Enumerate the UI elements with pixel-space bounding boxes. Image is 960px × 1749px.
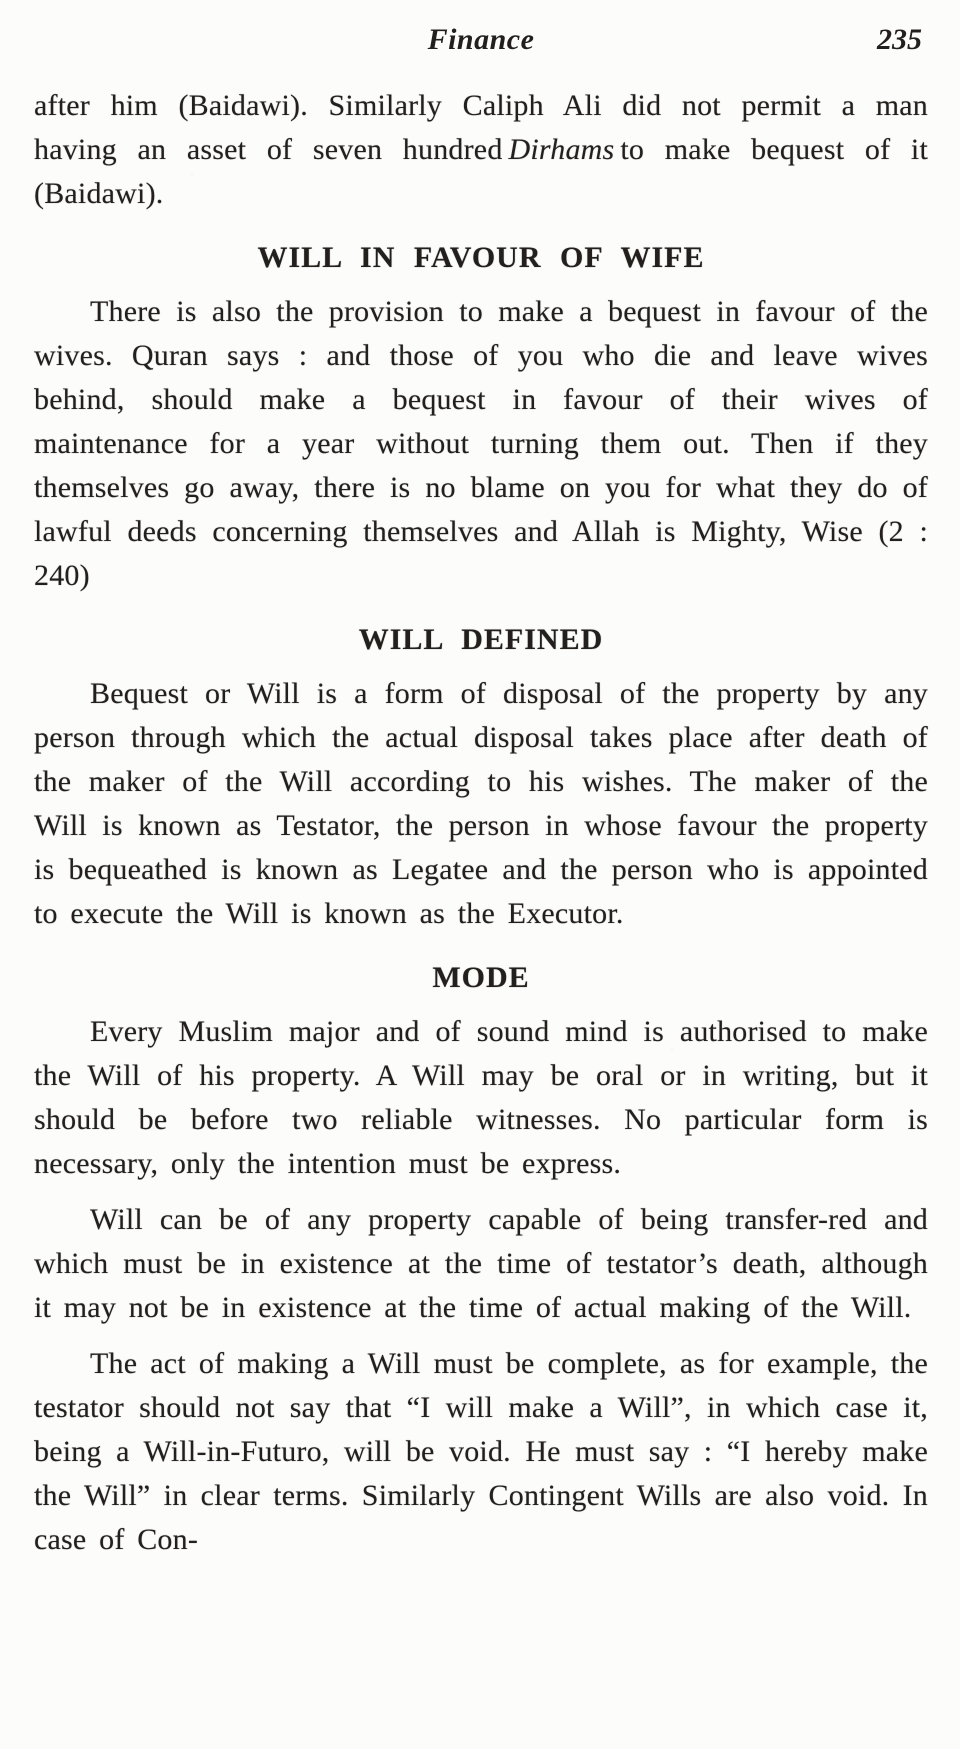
section-heading-will-defined: WILL DEFINED [358, 623, 604, 656]
page-number: 235 [877, 23, 922, 56]
section-will-in-favour-of-wife [34, 236, 928, 598]
section-will-defined [34, 618, 928, 936]
section-heading-mode: MODE [432, 961, 530, 994]
paragraph-mode-act-complete: The act of making a Will must be complete, as for example, the testator should not say that “I will make a Will”, in which case it, being a Will-in-Futuro, will be void. He must say : “I hereby make the Will” in clear terms. Similarly Contingent Wills are also void. In case of Con- [34, 1347, 928, 1556]
section-mode [34, 956, 928, 1562]
page-body [34, 84, 928, 1562]
running-title: Finance [427, 23, 535, 56]
paragraph-will-in-favour-of-wife: There is also the provision to make a bequest in favour of the wives. Quran says : and those of you who die and leave wives behind, should make a bequest in favour of their wives of maintenance for a year without turning them out. Then if they themselves go away, there is no blame on you for what they do of lawful deeds concerning themselves and Allah is Mighty, Wise (2 : 240) [34, 295, 928, 592]
italic-term-dirhams: Dirhams [508, 133, 615, 166]
section-heading-will-in-favour-of-wife: WILL IN FAVOUR OF WIFE [257, 241, 705, 274]
page-header [34, 20, 928, 60]
paragraph-mode-authorisation: Every Muslim major and of sound mind is authorised to make the Will of his property. A Will may be oral or in writing, but it should be before two reliable witnesses. No particular form is necessary, only the intention must be express. [34, 1015, 928, 1180]
paragraph-mode-property: Will can be of any property capable of being transfer-red and which must be in existence at the time of testator’s death, although it may not be in existence at the time of actual making of the Will. [34, 1203, 928, 1324]
paragraph-text: to make bequest of it (Baidawi). [34, 133, 928, 210]
continuation-paragraph [34, 84, 928, 216]
paragraph-will-defined: Bequest or Will is a form of disposal of the property by any person through which the actual disposal takes place after death of the maker of the Will according to his wishes. The maker of the Will is known as Testator, the person in whose favour the property is bequeathed is known as Legatee and the person who is appointed to execute the Will is known as the Executor. [34, 677, 928, 930]
paragraph-text: after him (Baidawi). Similarly Caliph Ali did not permit a man having an asset of seven hundred [34, 89, 928, 166]
